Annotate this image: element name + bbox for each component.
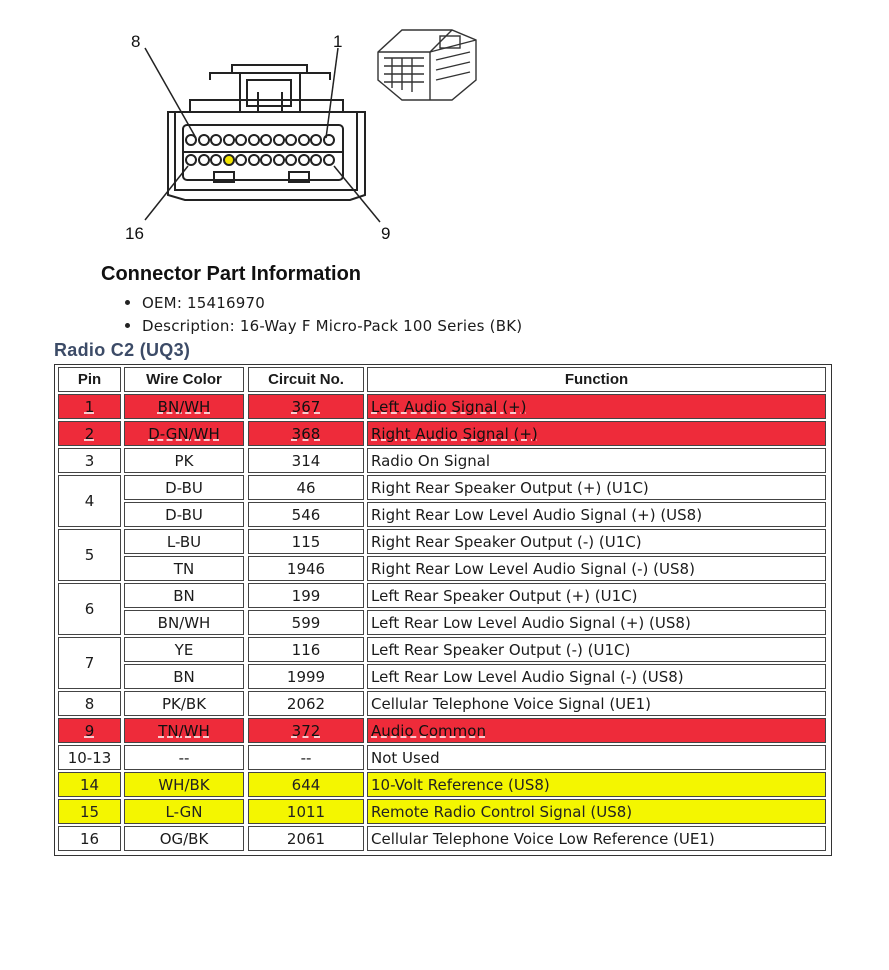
circuit-number-cell: 116 [248,637,364,662]
circuit-number-cell: 2061 [248,826,364,851]
function-cell: Right Rear Speaker Output (+) (U1C) [367,475,826,500]
pin-cell: 5 [58,529,121,581]
circuit-number-cell: 46 [248,475,364,500]
function-cell: Cellular Telephone Voice Signal (UE1) [367,691,826,716]
function-cell: Left Rear Speaker Output (+) (U1C) [367,583,826,608]
pin-cell: 3 [58,448,121,473]
column-header: Circuit No. [248,367,364,392]
connector-face-outline [168,65,365,200]
circuit-number-cell: 367 [248,394,364,419]
pin-cell: 2 [58,421,121,446]
circuit-number-cell: 2062 [248,691,364,716]
pinout-table [54,364,832,856]
circuit-number-cell: 1999 [248,664,364,689]
column-header: Wire Color [124,367,244,392]
connector-info-title: Connector Part Information [101,263,362,285]
circuit-number-cell: -- [248,745,364,770]
function-cell: Right Rear Low Level Audio Signal (+) (US8) [367,502,826,527]
function-cell: Not Used [367,745,826,770]
wire-color-cell: BN/WH [124,610,244,635]
wire-color-cell: L-GN [124,799,244,824]
wire-color-cell: D-BU [124,502,244,527]
function-cell: Right Audio Signal (+) [367,421,826,446]
callout-8: 8 [131,32,141,51]
pin-highlight-yellow [224,155,234,165]
pin-cell: 15 [58,799,121,824]
pin-cell: 7 [58,637,121,689]
info-item-oem: OEM: 15416970 [125,292,522,315]
circuit-number-cell: 199 [248,583,364,608]
callout-16: 16 [125,224,144,243]
wire-color-cell: D-BU [124,475,244,500]
table-title: Radio C2 (UQ3) [54,340,191,360]
wire-color-cell: OG/BK [124,826,244,851]
circuit-number-cell: 546 [248,502,364,527]
circuit-number-cell: 115 [248,529,364,554]
pin-cell: 6 [58,583,121,635]
wire-color-cell: BN/WH [124,394,244,419]
callout-leaders [145,48,380,222]
info-item-description: Description: 16-Way F Micro-Pack 100 Series (BK) [125,315,522,338]
pin-cell: 4 [58,475,121,527]
wire-color-cell: D-GN/WH [124,421,244,446]
circuit-number-cell: 368 [248,421,364,446]
pin-cell: 8 [58,691,121,716]
wire-color-cell: BN [124,583,244,608]
wire-color-cell: PK/BK [124,691,244,716]
wire-color-cell: L-BU [124,529,244,554]
callout-9: 9 [381,224,391,243]
wire-color-cell: -- [124,745,244,770]
wire-color-cell: PK [124,448,244,473]
circuit-number-cell: 599 [248,610,364,635]
column-header: Pin [58,367,121,392]
function-cell: Left Audio Signal (+) [367,394,826,419]
circuit-number-cell: 644 [248,772,364,797]
function-cell: Left Rear Speaker Output (-) (U1C) [367,637,826,662]
wire-color-cell: YE [124,637,244,662]
connector-3d-sketch [378,30,476,100]
function-cell: Remote Radio Control Signal (US8) [367,799,826,824]
pin-cell: 10-13 [58,745,121,770]
function-cell: Left Rear Low Level Audio Signal (-) (US8) [367,664,826,689]
pin-cavities [186,135,334,165]
function-cell: 10-Volt Reference (US8) [367,772,826,797]
pin-cell: 1 [58,394,121,419]
pin-cell: 14 [58,772,121,797]
pin-cell: 16 [58,826,121,851]
circuit-number-cell: 1011 [248,799,364,824]
circuit-number-cell: 314 [248,448,364,473]
circuit-number-cell: 372 [248,718,364,743]
bullet-icon [125,300,130,305]
function-cell: Cellular Telephone Voice Low Reference (UE1) [367,826,826,851]
pin-cell: 9 [58,718,121,743]
function-cell: Right Rear Speaker Output (-) (U1C) [367,529,826,554]
function-cell: Left Rear Low Level Audio Signal (+) (US8) [367,610,826,635]
function-cell: Audio Common [367,718,826,743]
circuit-number-cell: 1946 [248,556,364,581]
bullet-icon [125,323,130,328]
wire-color-cell: BN [124,664,244,689]
wire-color-cell: TN [124,556,244,581]
connector-info-list [125,292,522,338]
function-cell: Right Rear Low Level Audio Signal (-) (US8) [367,556,826,581]
function-cell: Radio On Signal [367,448,826,473]
column-header: Function [367,367,826,392]
wire-color-cell: WH/BK [124,772,244,797]
wire-color-cell: TN/WH [124,718,244,743]
callout-1: 1 [333,32,343,51]
